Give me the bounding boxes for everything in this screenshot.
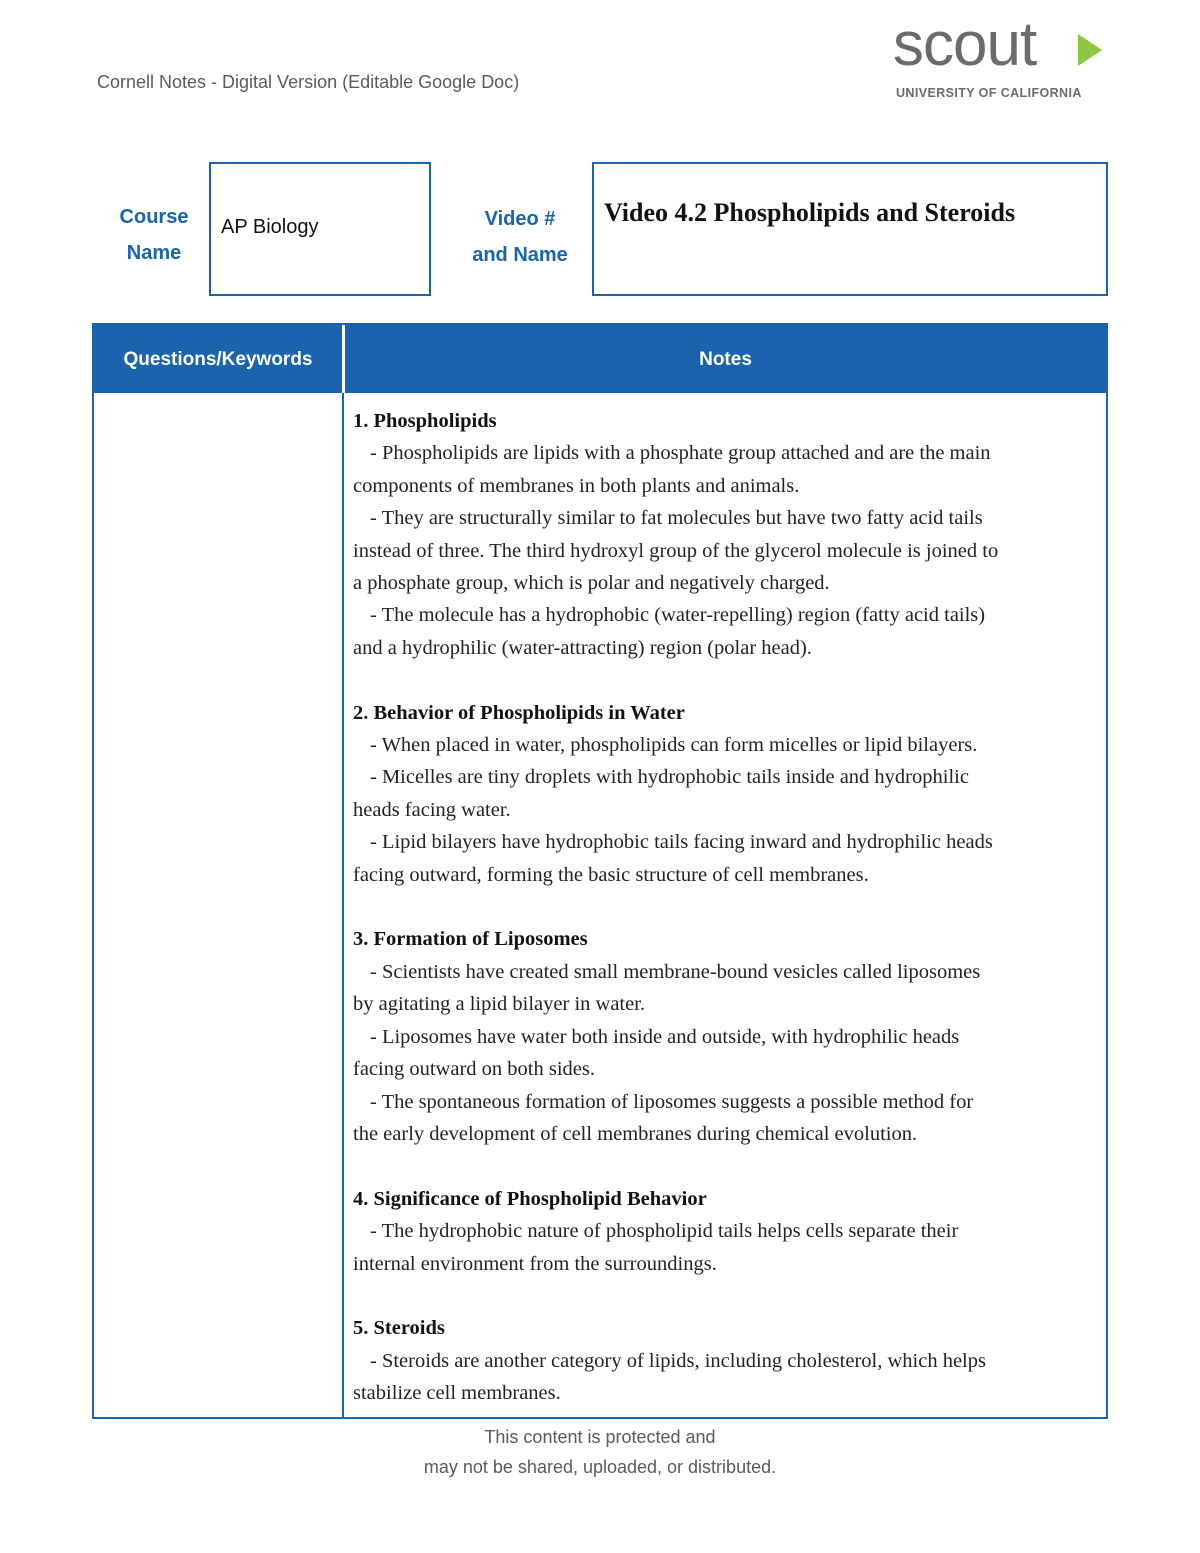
logo-wordmark: scout bbox=[893, 10, 1037, 79]
bullet-line: - Phospholipids are lipids with a phosphate group attached and are the main bbox=[370, 442, 991, 465]
video-name-field[interactable] bbox=[592, 162, 1108, 296]
column-divider bbox=[342, 393, 344, 1417]
section-title: 5. Steroids bbox=[353, 1317, 445, 1340]
course-name-field[interactable] bbox=[209, 162, 431, 296]
continuation-line: a phosphate group, which is polar and negatively charged. bbox=[353, 572, 830, 595]
bullet-line: - The molecule has a hydrophobic (water-repelling) region (fatty acid tails) bbox=[370, 604, 986, 627]
questions-keywords-cell[interactable] bbox=[94, 393, 342, 1417]
table-header-row bbox=[94, 325, 1106, 393]
continuation-line: heads facing water. bbox=[353, 798, 511, 821]
section-title: 3. Formation of Liposomes bbox=[353, 928, 588, 951]
video-label-line-1: Video # bbox=[484, 208, 556, 230]
notes-section bbox=[353, 697, 1098, 891]
play-arrow-icon bbox=[1076, 32, 1104, 68]
bullet-line: - Steroids are another category of lipids, including cholesterol, which helps bbox=[370, 1349, 986, 1372]
notes-section bbox=[353, 1183, 1098, 1280]
bullet-line: - Lipid bilayers have hydrophobic tails facing inward and hydrophilic heads bbox=[370, 831, 993, 854]
continuation-line: internal environment from the surroundings. bbox=[353, 1252, 717, 1275]
bullet-line: - The hydrophobic nature of phospholipid tails helps cells separate their bbox=[370, 1220, 959, 1243]
notes-section bbox=[353, 923, 1098, 1150]
notes-section bbox=[353, 405, 1098, 664]
notes-header: Notes bbox=[699, 349, 752, 370]
notes-section bbox=[353, 1312, 1098, 1409]
logo-subtitle: UNIVERSITY OF CALIFORNIA bbox=[896, 86, 1082, 100]
video-name-label bbox=[455, 201, 585, 273]
continuation-line: stabilize cell membranes. bbox=[353, 1382, 561, 1405]
video-name-value: Video 4.2 Phospholipids and Steroids bbox=[604, 198, 1016, 227]
bullet-line: - Scientists have created small membrane-bound vesicles called liposomes bbox=[370, 960, 981, 983]
section-title: 2. Behavior of Phospholipids in Water bbox=[353, 701, 685, 724]
course-label-line-2: Name bbox=[126, 242, 182, 264]
footer-line-2: may not be shared, uploaded, or distributed. bbox=[423, 1457, 777, 1477]
cornell-notes-table bbox=[92, 323, 1108, 1419]
bullet-line: - Micelles are tiny droplets with hydrophobic tails inside and hydrophilic bbox=[370, 766, 969, 789]
continuation-line: the early development of cell membranes during chemical evolution. bbox=[353, 1122, 918, 1145]
bullet-line: - Liposomes have water both inside and outside, with hydrophilic heads bbox=[370, 1025, 960, 1048]
course-name-value: AP Biology bbox=[221, 216, 319, 238]
course-label-line-1: Course bbox=[119, 206, 189, 228]
notes-cell[interactable] bbox=[353, 405, 1098, 1410]
bullet-line: - When placed in water, phospholipids can form micelles or lipid bilayers. bbox=[370, 734, 978, 757]
footer-line-1: This content is protected and bbox=[484, 1427, 716, 1447]
continuation-line: instead of three. The third hydroxyl group of the glycerol molecule is joined to bbox=[353, 539, 999, 562]
questions-keywords-header: Questions/Keywords bbox=[123, 349, 313, 370]
bullet-line: - They are structurally similar to fat molecules but have two fatty acid tails bbox=[370, 507, 983, 530]
scout-logo bbox=[893, 10, 1108, 102]
continuation-line: by agitating a lipid bilayer in water. bbox=[353, 993, 646, 1016]
document-label: Cornell Notes - Digital Version (Editable Google Doc) bbox=[97, 72, 520, 92]
continuation-line: facing outward on both sides. bbox=[353, 1058, 595, 1081]
continuation-line: components of membranes in both plants and animals. bbox=[353, 474, 800, 497]
video-label-line-2: and Name bbox=[472, 244, 568, 266]
section-title: 1. Phospholipids bbox=[353, 410, 497, 432]
bullet-line: - The spontaneous formation of liposomes suggests a possible method for bbox=[370, 1090, 974, 1113]
continuation-line: facing outward, forming the basic structure of cell membranes. bbox=[353, 863, 869, 886]
section-title: 4. Significance of Phospholipid Behavior bbox=[353, 1187, 707, 1210]
continuation-line: and a hydrophilic (water-attracting) region (polar head). bbox=[353, 636, 812, 659]
course-name-label bbox=[100, 199, 208, 271]
